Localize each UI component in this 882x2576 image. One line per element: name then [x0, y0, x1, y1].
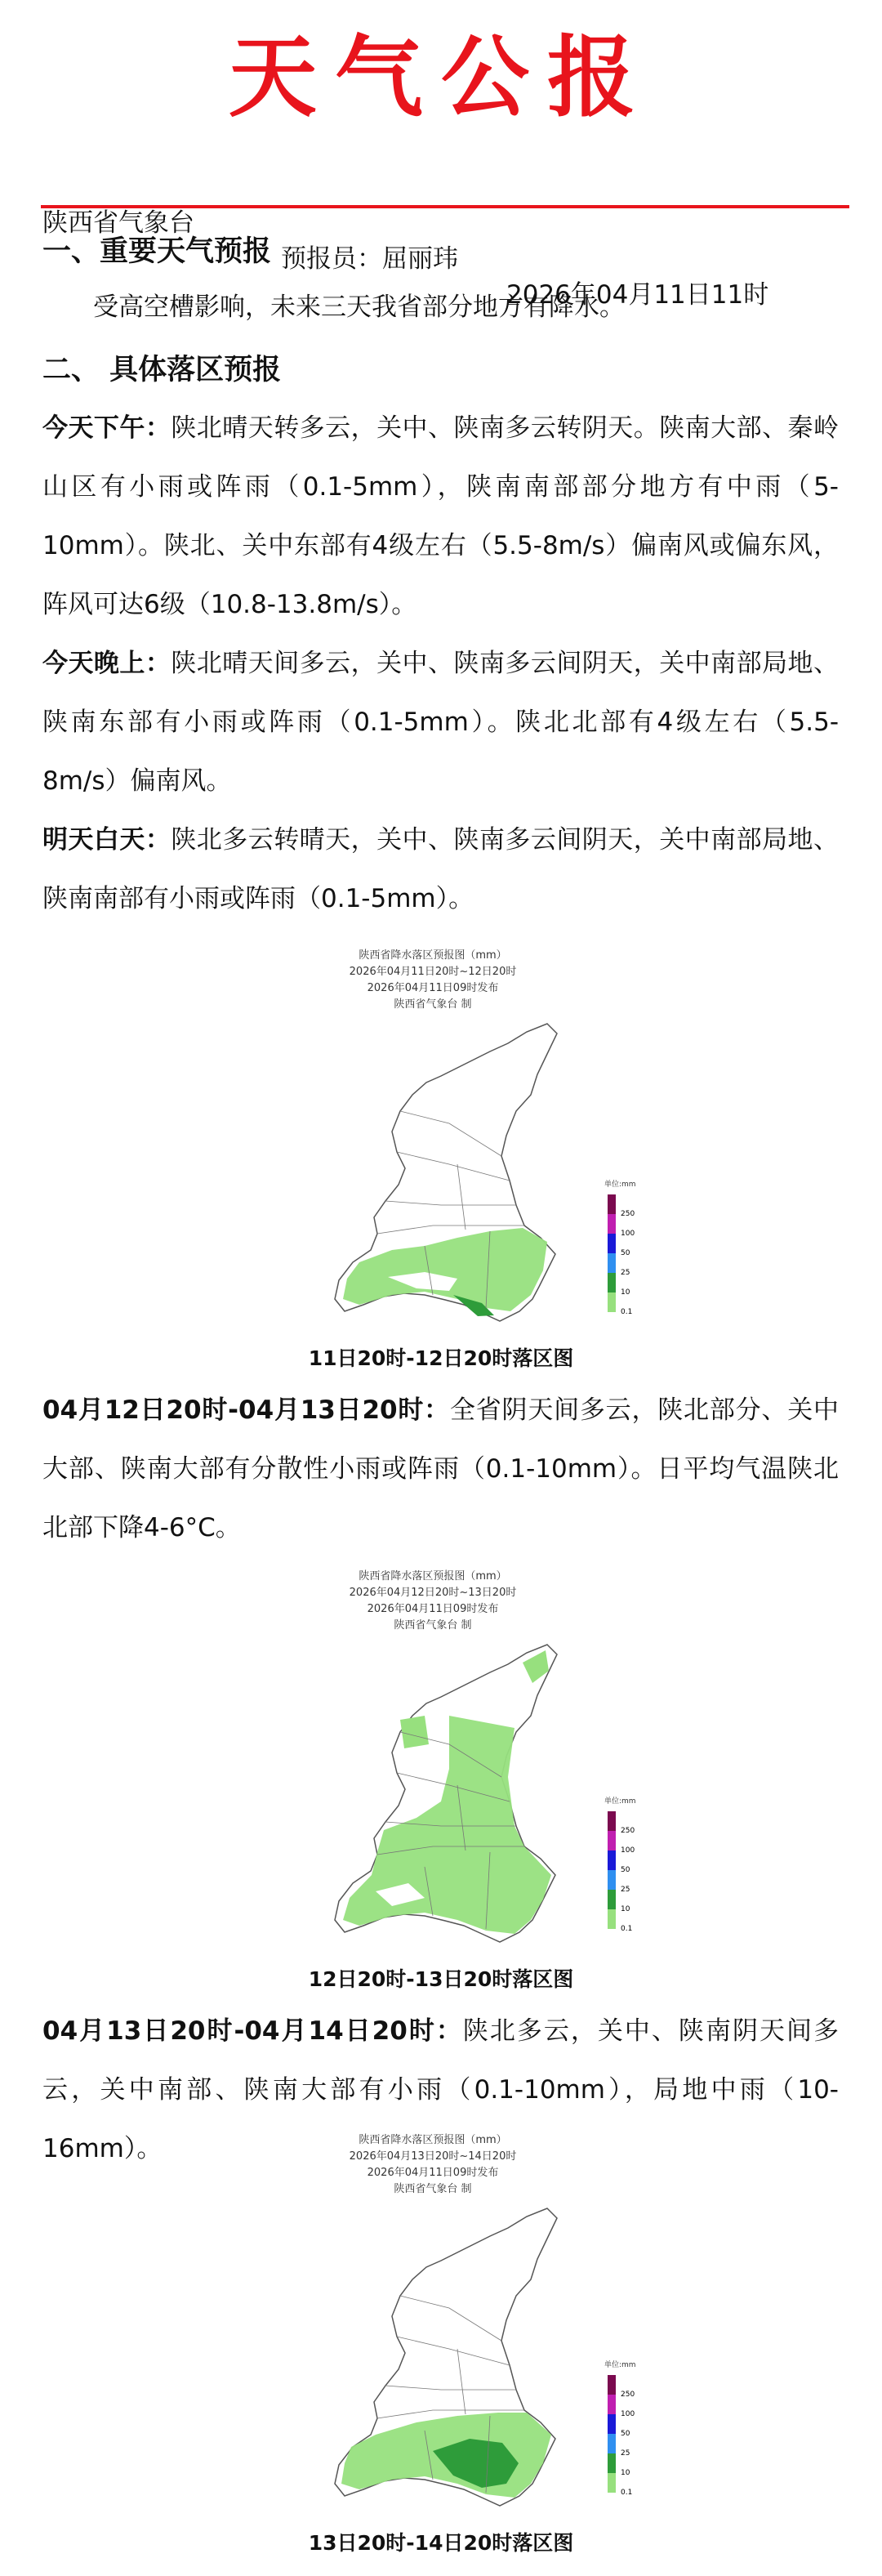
legend-level: 10	[621, 1905, 630, 1913]
legend-level: 50	[621, 1249, 630, 1257]
legend-level: 0.1	[621, 2489, 633, 2497]
legend-level: 100	[621, 1846, 635, 1855]
map-1-period: 2026年04月11日20时~12日20时	[349, 966, 517, 978]
legend-level: 100	[621, 1230, 635, 1238]
legend-level: 10	[621, 2469, 630, 2477]
tonight-forecast	[42, 634, 839, 810]
map-3-caption: 13日20时-14日20时落区图	[308, 2531, 574, 2555]
tomorrow-label: 明天白天：	[42, 825, 172, 855]
legend-unit: 单位:mm	[604, 2361, 636, 2369]
map-1-shaanxi	[327, 1017, 596, 1344]
afternoon-forecast	[42, 399, 839, 634]
map-3-shaanxi	[327, 2202, 596, 2529]
day2-label: 04月12日20时-04月13日20时：	[42, 1395, 450, 1425]
section-1-heading: 一、重要天气预报	[42, 235, 272, 268]
map-1-maker: 陕西省气象台 制	[394, 998, 472, 1011]
map-2-title: 陕西省降水落区预报图（mm）	[359, 1570, 507, 1583]
legend-level: 0.1	[621, 1925, 633, 1933]
map-1-caption: 11日20时-12日20时落区图	[308, 1346, 574, 1370]
legend-level: 50	[621, 2430, 630, 2438]
section-2-heading: 二、 具体落区预报	[42, 354, 282, 386]
legend-unit: 单位:mm	[604, 1181, 636, 1189]
map-2-legend	[604, 1793, 653, 1949]
legend-level: 250	[621, 1210, 635, 1218]
legend-level: 25	[621, 1886, 630, 1894]
day2-forecast	[42, 1381, 839, 1557]
report-title: 天气公报	[228, 26, 653, 129]
legend-level: 25	[621, 1269, 630, 1277]
map-2-period: 2026年04月12日20时~13日20时	[349, 1587, 517, 1599]
map-3-title: 陕西省降水落区预报图（mm）	[359, 2134, 507, 2146]
legend-level: 10	[621, 1288, 630, 1297]
afternoon-text: 陕北晴天转多云，关中、陕南多云转阴天。陕南大部、秦岭山区有小雨或阵雨（0.1-5mm），陕南南部部分地方有中雨（5-10mm）。陕北、关中东部有4级左右（5.5-8m/s）偏南风或偏东风，阵风可达6级（10.8-13.8m/s）。	[42, 413, 840, 619]
map-2-caption: 12日20时-13日20时落区图	[308, 1967, 574, 1991]
legend-level: 250	[621, 1827, 635, 1835]
forecaster-name: 预报员：屈丽玮	[281, 244, 458, 274]
map-2-issued: 2026年04月11日09时发布	[367, 1603, 499, 1615]
section-1-text: 受高空槽影响，未来三天我省部分地方有降水。	[93, 292, 625, 322]
map-3-legend	[604, 2357, 653, 2512]
legend-level: 100	[621, 2410, 635, 2418]
legend-level: 25	[621, 2449, 630, 2458]
agency-name: 陕西省气象台	[42, 208, 194, 238]
tomorrow-text: 陕北多云转晴天，关中、陕南多云间阴天，关中南部局地、陕南南部有小雨或阵雨（0.1-5mm）。	[42, 825, 840, 913]
map-2-maker: 陕西省气象台 制	[394, 1619, 472, 1632]
map-3-maker: 陕西省气象台 制	[394, 2183, 472, 2195]
tomorrow-forecast	[42, 810, 839, 928]
legend-level: 0.1	[621, 1308, 633, 1316]
tonight-text: 陕北晴天间多云，关中、陕南多云间阴天，关中南部局地、陕南东部有小雨或阵雨（0.1-5mm）。陕北北部有4级左右（5.5-8m/s）偏南风。	[42, 649, 840, 796]
map-2-shaanxi	[327, 1638, 596, 1965]
legend-level: 250	[621, 2391, 635, 2399]
map-1-title: 陕西省降水落区预报图（mm）	[359, 949, 507, 962]
map-1-issued: 2026年04月11日09时发布	[367, 982, 499, 994]
day2-text: 全省阴天间多云，陕北部分、关中大部、陕南大部有分散性小雨或阵雨（0.1-10mm）。日平均气温陕北北部下降4-6°C。	[42, 1395, 839, 1542]
issue-time: 2026年04月11日11时	[506, 280, 769, 310]
map-3-period: 2026年04月13日20时~14日20时	[349, 2150, 517, 2163]
day3-text: 陕北多云，关中、陕南阴天间多云，关中南部、陕南大部有小雨（0.1-10mm），局地中雨（10-16mm）。	[42, 2016, 839, 2163]
map-1-legend	[604, 1176, 653, 1332]
legend-level: 50	[621, 1866, 630, 1874]
tonight-label: 今天晚上：	[42, 649, 172, 678]
day3-label: 04月13日20时-04月14日20时：	[42, 2016, 463, 2046]
header-divider	[41, 205, 849, 208]
map-3-issued: 2026年04月11日09时发布	[367, 2167, 499, 2179]
afternoon-label: 今天下午：	[42, 413, 172, 443]
legend-unit: 单位:mm	[604, 1797, 636, 1806]
